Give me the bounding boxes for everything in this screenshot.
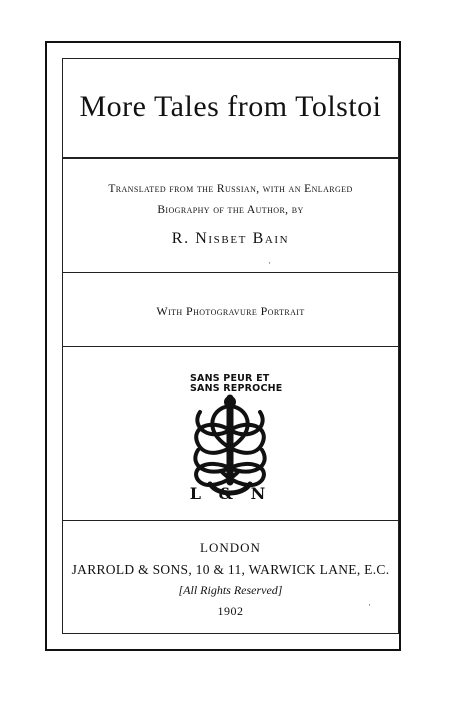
portrait-note: With Photogravure Portrait bbox=[156, 304, 305, 318]
translation-credit-line1: Translated from the Russian, with an Enlarged bbox=[108, 183, 353, 195]
device-motto-line1: SANS PEUR ET bbox=[190, 373, 270, 384]
device-divider bbox=[62, 520, 399, 521]
device-motto-line2: SANS REPROCHE bbox=[190, 383, 283, 394]
author-name: R. Nisbet Bain bbox=[171, 230, 290, 247]
imprint-city: LONDON bbox=[200, 540, 261, 555]
outer-top-rule bbox=[45, 41, 401, 43]
printer-mark: · bbox=[268, 258, 271, 268]
imprint-year: 1902 bbox=[217, 604, 244, 618]
outer-bottom-rule bbox=[45, 649, 401, 651]
imprint-publisher: JARROLD & SONS, 10 & 11, WARWICK LANE, E.C. bbox=[71, 562, 390, 577]
printer-mark: · bbox=[368, 600, 371, 610]
translation-credit-line2: Biography of the Author, by bbox=[157, 204, 304, 216]
imprint-rights: [All Rights Reserved] bbox=[178, 583, 283, 597]
panel-top-rule bbox=[62, 58, 399, 59]
portrait-divider bbox=[62, 346, 399, 347]
author-divider bbox=[62, 272, 399, 273]
device-initials: L & N bbox=[189, 484, 272, 503]
title-divider bbox=[62, 157, 399, 159]
panel-bottom-rule bbox=[62, 633, 399, 634]
book-title: More Tales from Tolstoi bbox=[79, 90, 382, 123]
